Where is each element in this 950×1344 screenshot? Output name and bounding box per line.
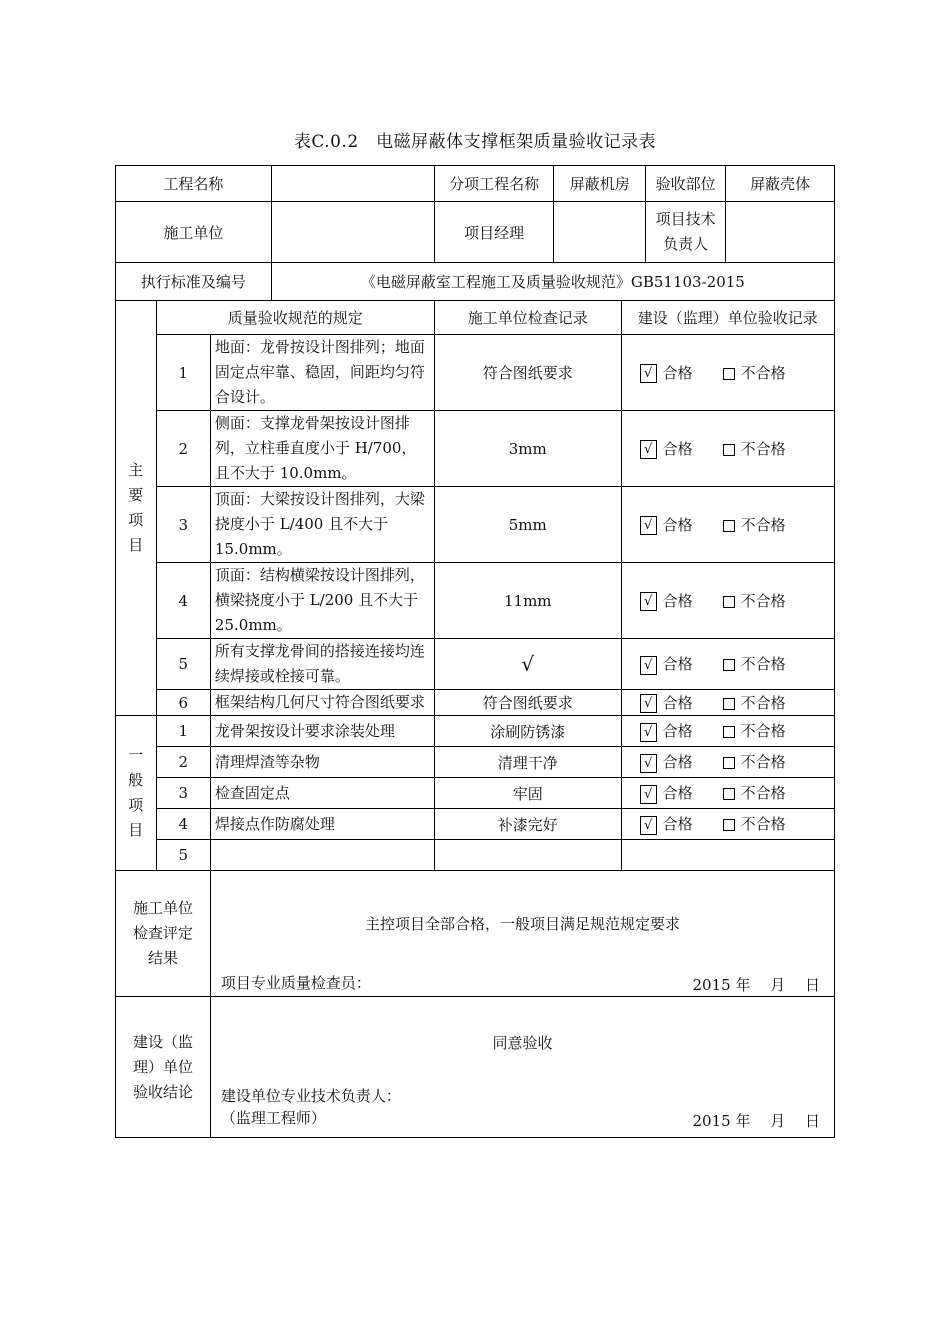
general-item-record: 清理干净	[434, 747, 621, 778]
pass-checkbox-checked[interactable]: √	[640, 516, 657, 535]
supervision-result-cell	[210, 997, 834, 1138]
project-manager-label: 项目经理	[434, 202, 553, 263]
main-item-no: 4	[156, 563, 210, 639]
pass-label: 合格	[662, 753, 693, 772]
general-item-no: 4	[156, 809, 210, 840]
fail-checkbox[interactable]	[723, 757, 735, 769]
main-item-result	[621, 487, 834, 563]
main-item-no: 5	[156, 639, 210, 690]
main-item-result	[621, 690, 834, 716]
tech-lead-label-line1: 项目技术	[655, 210, 716, 228]
pass-checkbox-checked[interactable]: √	[640, 592, 657, 611]
project-manager-value	[554, 202, 646, 263]
general-item-spec: 焊接点作防腐处理	[210, 809, 434, 840]
main-group-label	[116, 301, 157, 716]
general-group-label	[116, 716, 157, 871]
main-item-result	[621, 563, 834, 639]
pass-checkbox-checked[interactable]: √	[640, 694, 657, 713]
main-item-record: √	[434, 639, 621, 690]
sub-project-label: 分项工程名称	[434, 166, 553, 202]
acceptance-record-table	[115, 165, 835, 1138]
fail-label: 不合格	[740, 655, 786, 674]
fail-label: 不合格	[740, 439, 786, 458]
general-item-no: 2	[156, 747, 210, 778]
acceptance-part-value: 屏蔽壳体	[726, 166, 835, 202]
supervision-result-message: 同意验收	[492, 1034, 553, 1052]
general-item-no: 5	[156, 840, 210, 871]
fail-checkbox[interactable]	[723, 659, 735, 671]
main-item-spec: 地面：龙骨按设计图排列；地面固定点牢靠、稳固，间距均匀符合设计。	[210, 335, 434, 411]
construction-result-message: 主控项目全部合格，一般项目满足规范规定要求	[364, 915, 680, 933]
main-item-record: 11mm	[434, 563, 621, 639]
pass-checkbox-checked[interactable]: √	[640, 656, 657, 675]
general-item-result	[621, 747, 834, 778]
general-item-spec: 清理焊渣等杂物	[210, 747, 434, 778]
pass-checkbox-checked[interactable]: √	[640, 754, 657, 773]
fail-label: 不合格	[740, 784, 786, 803]
construction-unit-label: 施工单位	[116, 202, 272, 263]
fail-checkbox[interactable]	[723, 444, 735, 456]
main-item-spec: 顶面：结构横梁按设计图排列，横梁挠度小于 L/200 且不大于 25.0mm。	[210, 563, 434, 639]
general-item-record	[434, 840, 621, 871]
main-group-text: 主 要 项 目	[128, 461, 144, 554]
fail-checkbox[interactable]	[723, 788, 735, 800]
col-supervision-header: 建设（监理）单位验收记录	[621, 301, 834, 335]
fail-label: 不合格	[740, 693, 786, 712]
general-item-record: 牢固	[434, 778, 621, 809]
pass-label: 合格	[662, 363, 693, 382]
main-item-result	[621, 335, 834, 411]
pass-label: 合格	[662, 722, 693, 741]
quality-inspector-label: 项目专业质量检查员：	[220, 974, 371, 992]
main-item-no: 6	[156, 690, 210, 716]
general-item-record: 涂刷防锈漆	[434, 716, 621, 747]
pass-label: 合格	[662, 784, 693, 803]
form-title: 表C.0.2 电磁屏蔽体支撑框架质量验收记录表	[293, 132, 657, 152]
supervising-engineer-label: （监理工程师）	[220, 1109, 326, 1127]
fail-checkbox[interactable]	[723, 726, 735, 738]
tech-lead-signer-label: 建设单位专业技术负责人：	[220, 1087, 401, 1105]
pass-checkbox-checked[interactable]: √	[640, 364, 657, 383]
pass-label: 合格	[662, 591, 693, 610]
main-item-spec: 所有支撑龙骨间的搭接连接均连续焊接或栓接可靠。	[210, 639, 434, 690]
pass-label: 合格	[662, 439, 693, 458]
pass-label: 合格	[662, 655, 693, 674]
main-item-spec: 顶面：大梁按设计图排列，大梁挠度小于 L/400 且不大于 15.0mm。	[210, 487, 434, 563]
general-item-record: 补漆完好	[434, 809, 621, 840]
general-item-no: 3	[156, 778, 210, 809]
main-item-spec: 框架结构几何尺寸符合图纸要求	[210, 690, 434, 716]
general-item-result	[621, 778, 834, 809]
pass-checkbox-checked[interactable]: √	[640, 723, 657, 742]
construction-result-label	[116, 871, 211, 997]
fail-checkbox[interactable]	[723, 368, 735, 380]
fail-checkbox[interactable]	[723, 698, 735, 710]
project-name-value	[271, 166, 434, 202]
pass-label: 合格	[662, 693, 693, 712]
construction-result-text: 施工单位 检查评定 结果	[132, 899, 193, 967]
fail-label: 不合格	[740, 363, 786, 382]
fail-label: 不合格	[740, 515, 786, 534]
general-group-text: 一 般 项 目	[128, 746, 144, 839]
supervision-result-label	[116, 997, 211, 1138]
construction-result-date: 2015 年 月 日	[692, 976, 820, 994]
general-item-spec: 龙骨架按设计要求涂装处理	[210, 716, 434, 747]
tech-lead-label	[646, 202, 726, 263]
supervision-signer	[221, 1085, 401, 1129]
tech-lead-label-line2: 负责人	[663, 235, 709, 253]
main-item-result	[621, 639, 834, 690]
construction-unit-value	[271, 202, 434, 263]
pass-label: 合格	[662, 515, 693, 534]
general-item-result	[621, 809, 834, 840]
fail-checkbox[interactable]	[723, 596, 735, 608]
main-item-spec: 侧面：支撑龙骨架按设计图排列，立柱垂直度小于 H/700，且不大于 10.0mm。	[210, 411, 434, 487]
sub-project-value: 屏蔽机房	[554, 166, 646, 202]
acceptance-part-label: 验收部位	[646, 166, 726, 202]
main-item-no: 1	[156, 335, 210, 411]
standard-value: 《电磁屏蔽室工程施工及质量验收规范》GB51103-2015	[271, 263, 834, 301]
fail-label: 不合格	[740, 815, 786, 834]
main-item-record: 3mm	[434, 411, 621, 487]
main-item-no: 2	[156, 411, 210, 487]
fail-checkbox[interactable]	[723, 819, 735, 831]
supervision-result-text: 建设（监 理）单位 验收结论	[132, 1032, 193, 1101]
col-inspection-header: 施工单位检查记录	[434, 301, 621, 335]
pass-checkbox-checked[interactable]: √	[640, 816, 657, 835]
main-item-result	[621, 411, 834, 487]
fail-label: 不合格	[740, 591, 786, 610]
main-item-record: 5mm	[434, 487, 621, 563]
project-name-label: 工程名称	[116, 166, 272, 202]
fail-label: 不合格	[740, 722, 786, 741]
general-item-no: 1	[156, 716, 210, 747]
general-item-result	[621, 716, 834, 747]
col-spec-header: 质量验收规范的规定	[156, 301, 434, 335]
main-item-record: 符合图纸要求	[434, 335, 621, 411]
fail-checkbox[interactable]	[723, 520, 735, 532]
pass-checkbox-checked[interactable]: √	[640, 440, 657, 459]
supervision-result-date: 2015 年 月 日	[692, 1112, 820, 1130]
standard-label: 执行标准及编号	[116, 263, 272, 301]
pass-label: 合格	[662, 815, 693, 834]
construction-result-cell	[210, 871, 834, 997]
general-item-result	[621, 840, 834, 871]
main-item-record: 符合图纸要求	[434, 690, 621, 716]
general-item-spec: 检查固定点	[210, 778, 434, 809]
pass-checkbox-checked[interactable]: √	[640, 785, 657, 804]
fail-label: 不合格	[740, 753, 786, 772]
tech-lead-value	[726, 202, 835, 263]
general-item-spec	[210, 840, 434, 871]
main-item-no: 3	[156, 487, 210, 563]
